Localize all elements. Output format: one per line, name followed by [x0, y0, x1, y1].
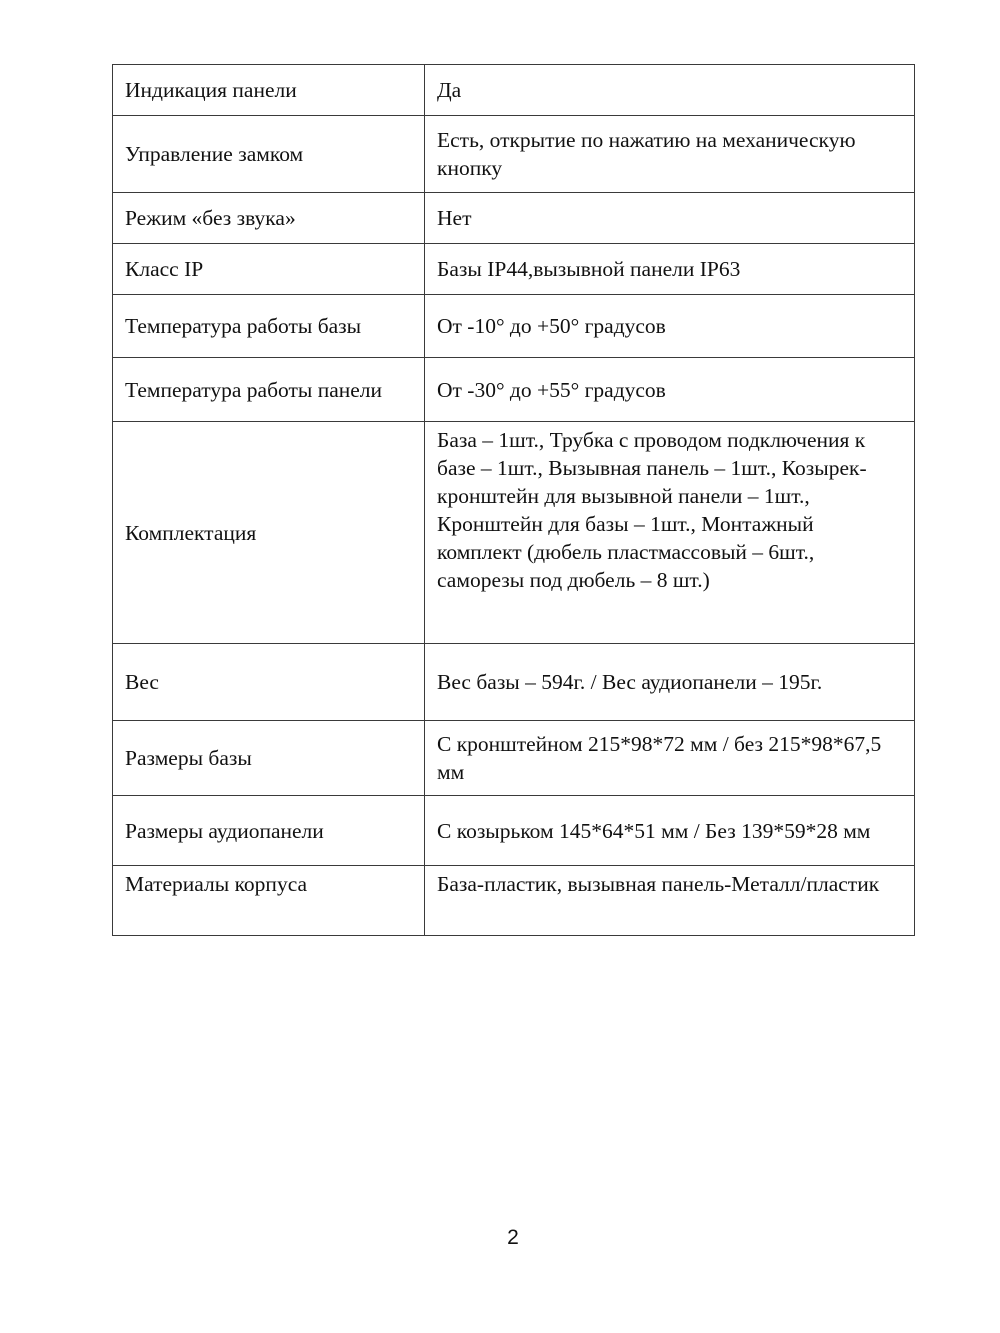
table-row — [113, 295, 915, 358]
row-value: Да — [425, 65, 915, 116]
table-row — [113, 193, 915, 244]
row-label: Размеры базы — [113, 721, 425, 796]
row-value: С козырьком 145*64*51 мм / Без 139*59*28 мм — [425, 796, 915, 866]
row-label: Комплектация — [113, 422, 425, 644]
row-label: Температура работы панели — [113, 358, 425, 422]
row-label: Управление замком — [113, 116, 425, 193]
specifications-table — [112, 64, 915, 936]
table-row — [113, 796, 915, 866]
row-label: Класс IP — [113, 244, 425, 295]
row-value: От -30° до +55° градусов — [425, 358, 915, 422]
table-row — [113, 65, 915, 116]
row-value: База-пластик, вызывная панель-Металл/пластик — [425, 866, 915, 936]
row-label: Размеры аудиопанели — [113, 796, 425, 866]
table-row — [113, 644, 915, 721]
row-value: Есть, открытие по нажатию на механическую кнопку — [425, 116, 915, 193]
row-value: Нет — [425, 193, 915, 244]
table-row — [113, 866, 915, 936]
table-row — [113, 244, 915, 295]
row-label: Вес — [113, 644, 425, 721]
row-label: Индикация панели — [113, 65, 425, 116]
row-label: Материалы корпуса — [113, 866, 425, 936]
row-value: Вес базы – 594г. / Вес аудиопанели – 195г. — [425, 644, 915, 721]
table-row — [113, 721, 915, 796]
row-label: Температура работы базы — [113, 295, 425, 358]
table-row — [113, 116, 915, 193]
table-row — [113, 422, 915, 644]
page-number: 2 — [507, 1226, 519, 1249]
row-value: С кронштейном 215*98*72 мм / без 215*98*67,5 мм — [425, 721, 915, 796]
row-value: База – 1шт., Трубка с проводом подключения к базе – 1шт., Вызывная панель – 1шт., Козырек-кронштейн для вызывной панели – 1шт., Кронштейн для базы – 1шт., Монтажный комплект (дюбель пластмассовый – 6шт., саморезы под дюбель – 8 шт.) — [425, 422, 915, 644]
row-value: От -10° до +50° градусов — [425, 295, 915, 358]
row-value: Базы IP44,вызывной панели IP63 — [425, 244, 915, 295]
row-label: Режим «без звука» — [113, 193, 425, 244]
table-row — [113, 358, 915, 422]
